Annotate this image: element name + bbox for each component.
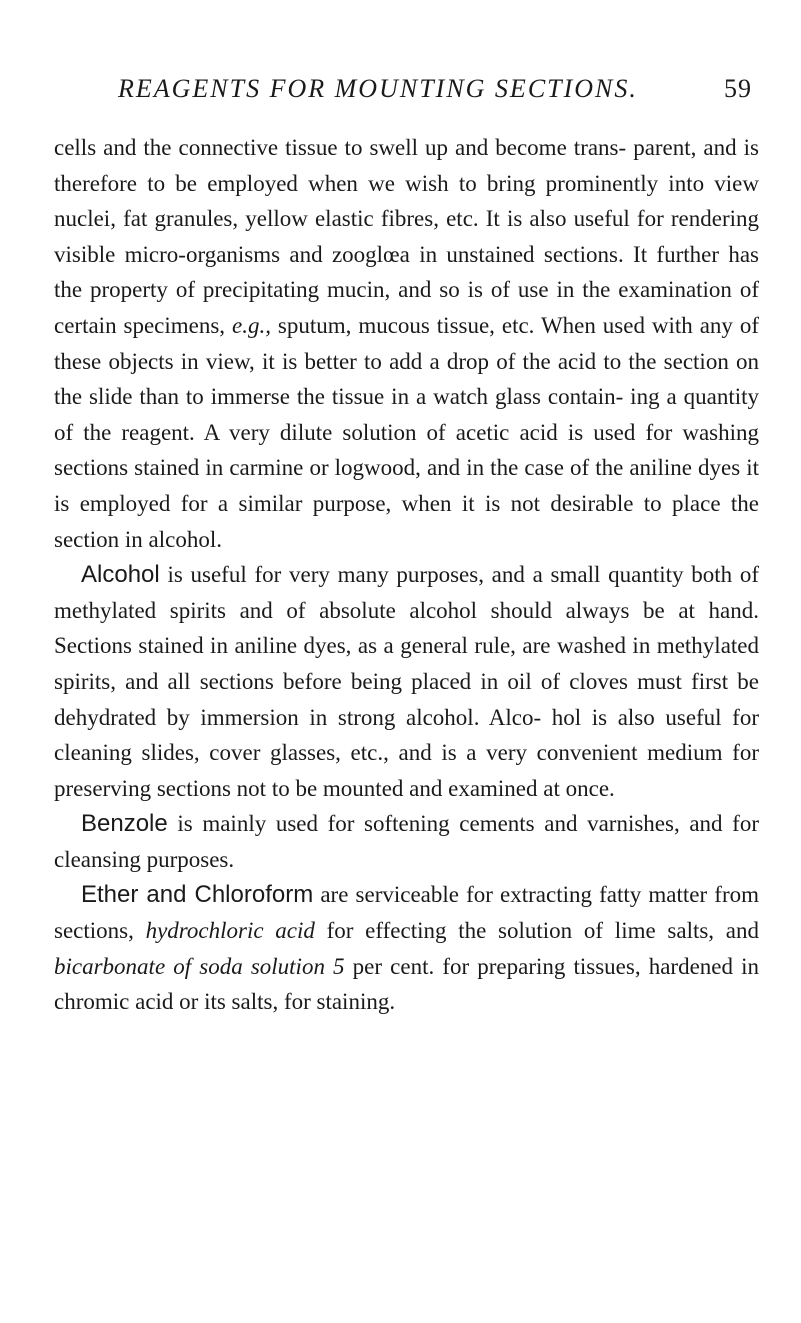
paragraph-text: per cent. for preparing tissues, hardened in chromic acid or its salts, for staining. bbox=[54, 953, 759, 1015]
paragraph-text: is mainly used for softening cements and varnishes, and for cleansing purposes. bbox=[54, 811, 759, 872]
paragraph-text: for effecting the solution of lime salts, and bbox=[314, 918, 759, 944]
term-heading: Ether and Chloroform bbox=[81, 881, 314, 909]
italic-eg: e.g., bbox=[232, 312, 271, 338]
paragraph-text: is useful for very many purposes, and a small quantity both of methylated spirits and of absolute alcohol should always be at hand. Sections stained in aniline dyes, as a general rule, are washed in methylated spirits, and all sections before being placed in oil of cloves must first be dehydrated by immersion in strong alcohol. Alco- hol is also useful for cleaning slides, cover glasses, etc., and is a very convenient medium for preserving sections not to be mounted and examined at once. bbox=[54, 562, 759, 801]
italic-reagent-name: hydrochloric acid bbox=[145, 918, 315, 944]
paragraph-alcohol bbox=[54, 557, 759, 806]
running-head: REAGENTS FOR MOUNTING SECTIONS. bbox=[118, 74, 638, 103]
paragraph-text: cells and the connective tissue to swell up and become trans- parent, and is therefore to be employed when we wish to bring prominently into view nuclei, fat granules, yellow elastic fibres, etc. It is also useful for rendering visible micro-organisms and zooglœa in unstained sections. It further has the property of precipitating mucin, and so is of use in the examination of certain specimens, bbox=[54, 135, 759, 338]
page-number: 59 bbox=[724, 74, 752, 103]
page-body bbox=[54, 130, 759, 1020]
paragraph-text: sputum, mucous tissue, etc. When used with any of these objects in view, it is better to add a drop of the acid to the section on the slide than to immerse the tissue in a watch glass contain- ing a quantity of the reagent. A very dilute solution of acetic acid is used for washing sections stained in carmine or logwood, and in the case of the aniline dyes it is employed for a similar purpose, when it is not desirable to place the section in alcohol. bbox=[54, 312, 760, 552]
italic-reagent-name: bicarbonate of soda solution 5 bbox=[54, 953, 345, 979]
paragraph-ether-chloroform bbox=[54, 877, 759, 1019]
paragraph-text: are serviceable for extracting fatty matter from sections, bbox=[54, 882, 759, 944]
term-heading: Benzole bbox=[81, 810, 168, 838]
paragraph-acetic-acid bbox=[54, 130, 759, 557]
paragraph-benzole bbox=[54, 806, 759, 877]
term-heading: Alcohol bbox=[81, 561, 160, 589]
